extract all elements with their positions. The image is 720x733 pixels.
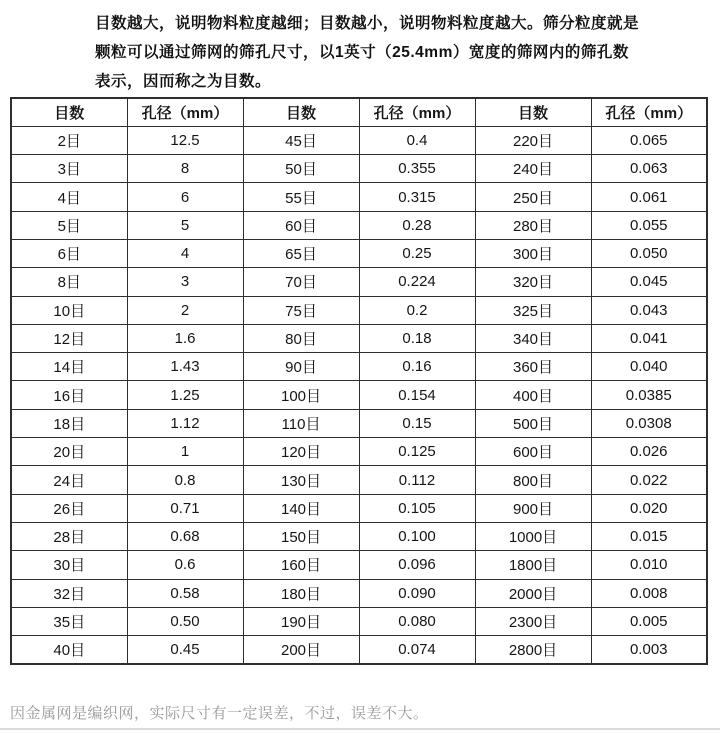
table-cell: 26目	[11, 494, 127, 522]
column-header: 目数	[475, 98, 591, 126]
table-cell: 4	[127, 239, 243, 267]
table-row	[11, 155, 707, 183]
column-header: 孔径（mm）	[359, 98, 475, 126]
table-cell: 10目	[11, 296, 127, 324]
table-cell: 32目	[11, 579, 127, 607]
table-cell: 1.6	[127, 324, 243, 352]
table-cell: 900目	[475, 494, 591, 522]
table-cell: 90目	[243, 353, 359, 381]
table-cell: 0.022	[591, 466, 707, 494]
intro-line-1: 目数越大，说明物料粒度越细；目数越小，说明物料粒度越大。筛分粒度就是	[95, 15, 640, 32]
table-cell: 2	[127, 296, 243, 324]
table-cell: 110目	[243, 409, 359, 437]
table-cell: 0.18	[359, 324, 475, 352]
table-cell: 20目	[11, 438, 127, 466]
table-cell: 140目	[243, 494, 359, 522]
table-row	[11, 296, 707, 324]
table-cell: 8	[127, 155, 243, 183]
table-cell: 24目	[11, 466, 127, 494]
table-cell: 320目	[475, 268, 591, 296]
table-cell: 1800目	[475, 551, 591, 579]
table-cell: 6目	[11, 239, 127, 267]
table-cell: 180目	[243, 579, 359, 607]
table-cell: 65目	[243, 239, 359, 267]
table-cell: 1000目	[475, 522, 591, 550]
table-cell: 35目	[11, 607, 127, 635]
table-cell: 28目	[11, 522, 127, 550]
table-row	[11, 381, 707, 409]
table-row	[11, 409, 707, 437]
table-row	[11, 183, 707, 211]
table-cell: 12目	[11, 324, 127, 352]
table-row	[11, 579, 707, 607]
table-cell: 18目	[11, 409, 127, 437]
table-cell: 0.003	[591, 636, 707, 664]
table-row	[11, 636, 707, 664]
table-cell: 0.224	[359, 268, 475, 296]
table-row	[11, 324, 707, 352]
table-cell: 0.100	[359, 522, 475, 550]
table-cell: 0.16	[359, 353, 475, 381]
table-cell: 0.026	[591, 438, 707, 466]
table-row	[11, 239, 707, 267]
table-cell: 100目	[243, 381, 359, 409]
table-cell: 5	[127, 211, 243, 239]
table-cell: 0.154	[359, 381, 475, 409]
table-cell: 2000目	[475, 579, 591, 607]
table-cell: 0.015	[591, 522, 707, 550]
table-cell: 0.074	[359, 636, 475, 664]
table-cell: 0.090	[359, 579, 475, 607]
table-cell: 0.355	[359, 155, 475, 183]
table-cell: 0.096	[359, 551, 475, 579]
table-cell: 1	[127, 438, 243, 466]
table-cell: 0.58	[127, 579, 243, 607]
table-cell: 0.4	[359, 126, 475, 154]
bottom-divider	[0, 728, 720, 730]
table-row	[11, 522, 707, 550]
intro-line-3: 表示，因而称之为目数。	[95, 73, 272, 90]
table-cell: 0.315	[359, 183, 475, 211]
table-row	[11, 211, 707, 239]
table-cell: 220目	[475, 126, 591, 154]
table-cell: 600目	[475, 438, 591, 466]
table-row	[11, 353, 707, 381]
table-row	[11, 466, 707, 494]
table-cell: 60目	[243, 211, 359, 239]
table-cell: 2300目	[475, 607, 591, 635]
table-cell: 0.050	[591, 239, 707, 267]
table-cell: 0.080	[359, 607, 475, 635]
table-cell: 360目	[475, 353, 591, 381]
table-cell: 400目	[475, 381, 591, 409]
table-cell: 55目	[243, 183, 359, 211]
table-cell: 325目	[475, 296, 591, 324]
table-cell: 6	[127, 183, 243, 211]
table-cell: 12.5	[127, 126, 243, 154]
table-cell: 0.005	[591, 607, 707, 635]
table-cell: 0.71	[127, 494, 243, 522]
column-header: 孔径（mm）	[127, 98, 243, 126]
table-cell: 130目	[243, 466, 359, 494]
table-cell: 8目	[11, 268, 127, 296]
table-cell: 16目	[11, 381, 127, 409]
table-cell: 14目	[11, 353, 127, 381]
table-cell: 0.15	[359, 409, 475, 437]
column-header: 目数	[243, 98, 359, 126]
table-cell: 0.0385	[591, 381, 707, 409]
table-cell: 1.25	[127, 381, 243, 409]
table-row	[11, 438, 707, 466]
table-cell: 0.2	[359, 296, 475, 324]
table-cell: 3	[127, 268, 243, 296]
table-cell: 1.12	[127, 409, 243, 437]
column-header: 目数	[11, 98, 127, 126]
table-cell: 0.008	[591, 579, 707, 607]
table-cell: 0.28	[359, 211, 475, 239]
table-cell: 0.020	[591, 494, 707, 522]
intro-paragraph	[95, 9, 639, 96]
table-cell: 0.25	[359, 239, 475, 267]
table-cell: 1.43	[127, 353, 243, 381]
table-row	[11, 494, 707, 522]
mesh-size-table	[10, 97, 708, 665]
table-row	[11, 551, 707, 579]
table-cell: 0.055	[591, 211, 707, 239]
table-cell: 50目	[243, 155, 359, 183]
table-cell: 0.105	[359, 494, 475, 522]
table-cell: 500目	[475, 409, 591, 437]
table-cell: 160目	[243, 551, 359, 579]
table-cell: 45目	[243, 126, 359, 154]
table-cell: 70目	[243, 268, 359, 296]
table-cell: 0.45	[127, 636, 243, 664]
table-cell: 80目	[243, 324, 359, 352]
table-row	[11, 126, 707, 154]
table-cell: 800目	[475, 466, 591, 494]
table-cell: 3目	[11, 155, 127, 183]
table-cell: 0.043	[591, 296, 707, 324]
table-row	[11, 268, 707, 296]
table-body	[11, 126, 707, 664]
table-cell: 0.50	[127, 607, 243, 635]
table-header-row	[11, 98, 707, 126]
table-cell: 0.061	[591, 183, 707, 211]
table-cell: 0.0308	[591, 409, 707, 437]
table-cell: 0.063	[591, 155, 707, 183]
table-cell: 240目	[475, 155, 591, 183]
table-cell: 0.125	[359, 438, 475, 466]
table-cell: 190目	[243, 607, 359, 635]
table-cell: 340目	[475, 324, 591, 352]
table-cell: 2800目	[475, 636, 591, 664]
table-cell: 200目	[243, 636, 359, 664]
table-cell: 0.065	[591, 126, 707, 154]
table-cell: 0.6	[127, 551, 243, 579]
table-cell: 0.041	[591, 324, 707, 352]
table-cell: 0.010	[591, 551, 707, 579]
table-cell: 0.112	[359, 466, 475, 494]
table-row	[11, 607, 707, 635]
table-cell: 250目	[475, 183, 591, 211]
table-cell: 0.68	[127, 522, 243, 550]
intro-line-2: 颗粒可以通过筛网的筛孔尺寸，以1英寸（25.4mm）宽度的筛网内的筛孔数	[95, 44, 629, 61]
table-cell: 120目	[243, 438, 359, 466]
table-cell: 30目	[11, 551, 127, 579]
table-cell: 0.045	[591, 268, 707, 296]
table-cell: 75目	[243, 296, 359, 324]
table-cell: 300目	[475, 239, 591, 267]
column-header: 孔径（mm）	[591, 98, 707, 126]
footer-note: 因金属网是编织网，实际尺寸有一定误差，不过，误差不大。	[10, 705, 429, 722]
table-cell: 0.040	[591, 353, 707, 381]
table-cell: 150目	[243, 522, 359, 550]
table-cell: 2目	[11, 126, 127, 154]
table-cell: 0.8	[127, 466, 243, 494]
table-cell: 4目	[11, 183, 127, 211]
table-cell: 280目	[475, 211, 591, 239]
table-cell: 5目	[11, 211, 127, 239]
table-cell: 40目	[11, 636, 127, 664]
